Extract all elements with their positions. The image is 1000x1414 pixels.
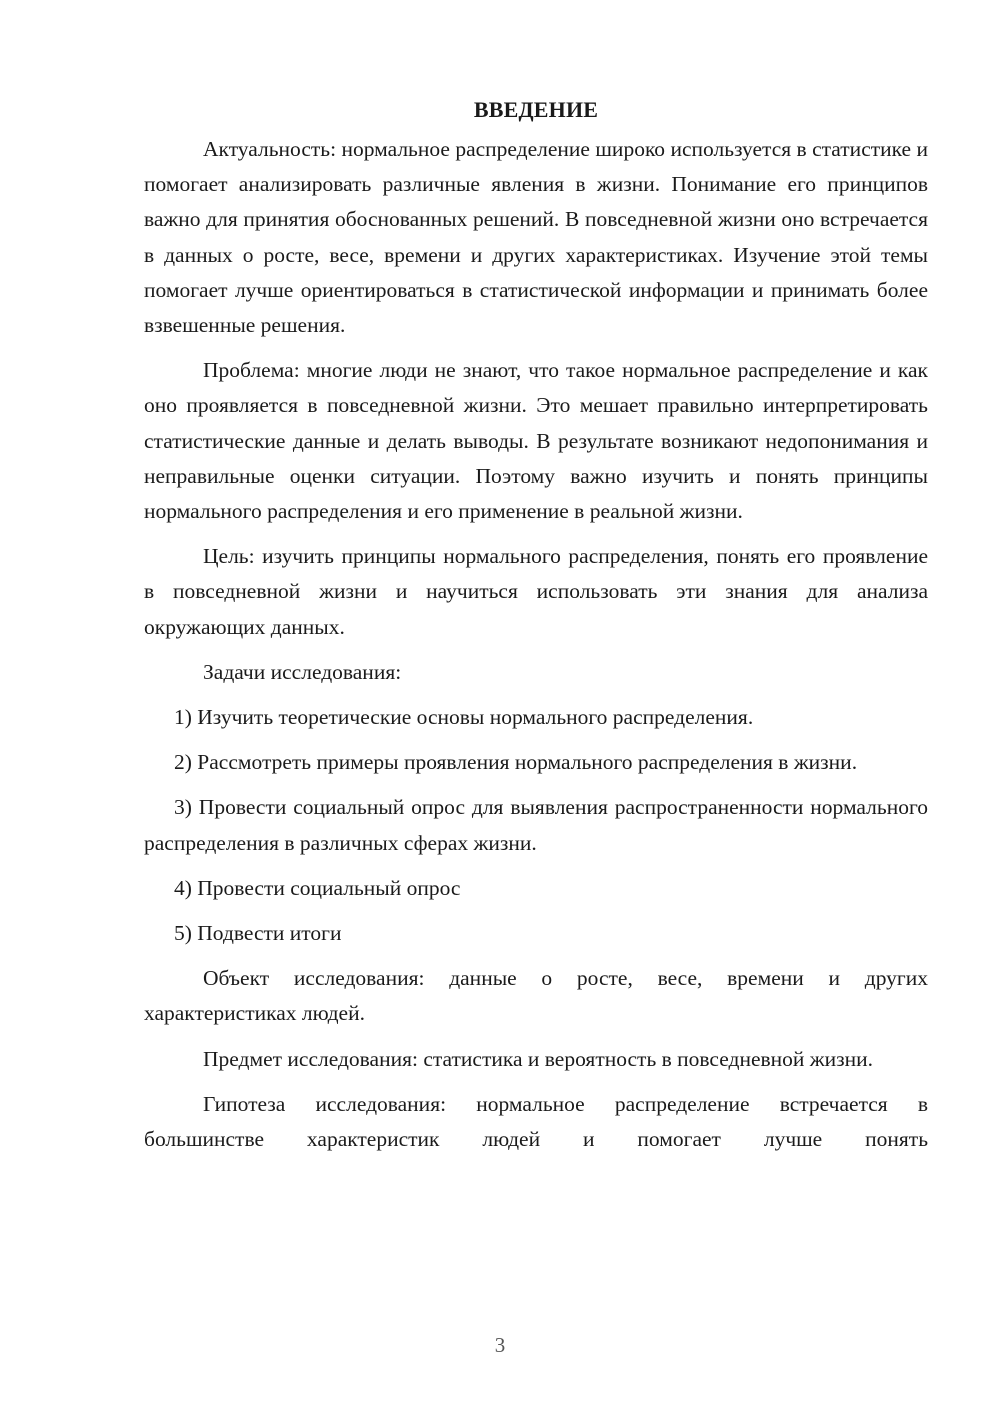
subject-paragraph: Предмет исследования: статистика и вероятность в повседневной жизни.: [203, 1046, 874, 1071]
hypothesis-paragraph: Гипотеза исследования: нормальное распределение встречается в большинстве характеристик людей и помогает лучше понять: [144, 1091, 928, 1152]
section-heading: ВВЕДЕНИЕ: [473, 97, 599, 122]
task-item: 3) Провести социальный опрос для выявления распространенности нормального распределения в различных сферах жизни.: [144, 795, 928, 855]
document-page: [144, 92, 928, 1157]
task-item: 5) Подвести итоги: [174, 921, 342, 946]
task-item: 2) Рассмотреть примеры проявления нормального распределения в жизни.: [174, 750, 858, 775]
tasks-title: Задачи исследования:: [203, 659, 402, 684]
object-paragraph: Объект исследования: данные о росте, весе, времени и других характеристиках людей.: [144, 966, 928, 1026]
relevance-paragraph: Актуальность: нормальное распределение широко используется в статистике и помогает анализировать различные явления в жизни. Понимание его принципов важно для принятия обоснованных решений. В повседневной жизни оно встречается в данных о росте, весе, времени и других характеристиках. Изучение этой темы помогает лучше ориентироваться в статистической информации и принимать более взвешенные решения.: [144, 137, 928, 338]
problem-paragraph: Проблема: многие люди не знают, что такое нормальное распределение и как оно проявляется в повседневной жизни. Это мешает правильно интерпретировать статистические данные и делать выводы. В результате возникают недопонимания и неправильные оценки ситуации. Поэтому важно изучить и понять принципы нормального распределения и его применение в реальной жизни.: [144, 358, 928, 524]
task-item: 1) Изучить теоретические основы нормального распределения.: [174, 705, 754, 730]
goal-paragraph: Цель: изучить принципы нормального распределения, понять его проявление в повседневной жизни и научиться использовать эти знания для анализа окружающих данных.: [144, 544, 928, 639]
page-number: 3: [494, 1333, 506, 1357]
task-item: 4) Провести социальный опрос: [174, 875, 461, 900]
